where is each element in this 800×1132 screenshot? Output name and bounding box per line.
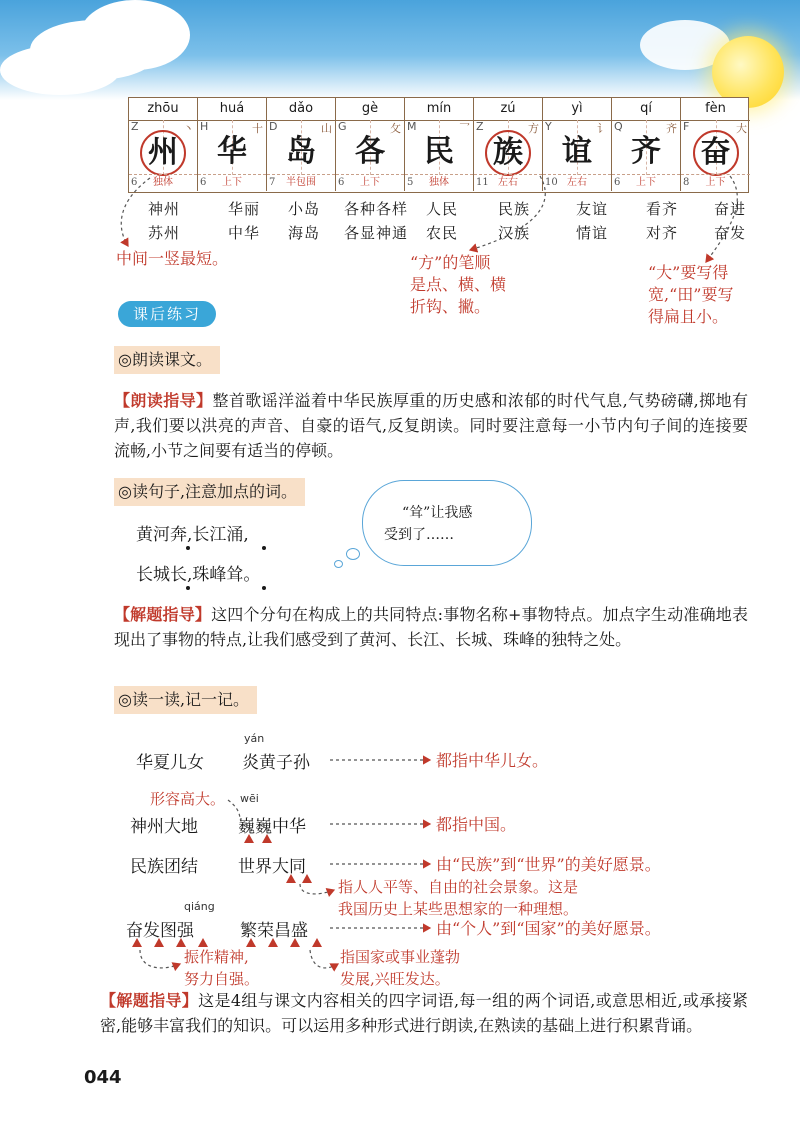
thought-bubble-dot [334, 560, 343, 568]
reading-guide-text: 整首歌谣洋溢着中华民族厚重的历史感和浓郁的时代气息,气势磅礴,掷地有声,我们要以洪亮的声音、自豪的语气,反复朗读。同时要注意每一小节内句子间的连接要流畅,小节之间要有适当的停顿。 [114, 391, 748, 460]
character-glyph: 华 [217, 134, 247, 169]
cell-radical: 讠 [597, 122, 608, 135]
character-cell [543, 98, 612, 191]
vocab-word: 苏州 [148, 224, 181, 242]
cell-pinyin: zú [474, 98, 542, 121]
note-fenfa-line: 努力自强。 [184, 970, 260, 988]
character-cell [405, 98, 474, 191]
vocab-word: 情谊 [576, 224, 609, 242]
vocab-word: 小岛 [288, 200, 321, 218]
cell-structure [129, 174, 197, 191]
cell-index-letter: D [269, 120, 278, 133]
marker-triangle [132, 938, 142, 947]
idiom-meaning: 都指中华儿女。 [436, 751, 549, 770]
pinyin-yan: yán [244, 732, 265, 745]
note-fanrong [340, 946, 460, 990]
marker-triangle [262, 834, 272, 843]
vocab-word: 看齐 [646, 200, 679, 218]
cell-structure-label: 上下 [705, 177, 726, 188]
cell-pinyin: yì [543, 98, 611, 121]
vocab-word: 人民 [426, 200, 459, 218]
sentence-line-1: 黄河奔,长江涌, [136, 525, 249, 545]
cell-structure [543, 174, 611, 191]
marker-triangle [198, 938, 208, 947]
idiom-meaning: 由“个人”到“国家”的美好愿景。 [436, 919, 661, 938]
cloud-decoration [0, 45, 120, 95]
exercise-2-guide [114, 602, 748, 652]
cell-structure [198, 174, 266, 191]
cell-pinyin: dǎo [267, 98, 335, 121]
vocab-word: 奋发 [714, 224, 747, 242]
character-cell [474, 98, 543, 191]
vocab-word: 汉族 [498, 224, 531, 242]
cell-index-letter: H [200, 120, 209, 133]
cell-character [267, 130, 335, 174]
vocab-word: 友谊 [576, 200, 609, 218]
cell-structure [267, 174, 335, 191]
cell-structure [405, 174, 473, 191]
cell-stroke-count: 10 [545, 177, 558, 188]
cell-structure-label: 上下 [636, 177, 656, 188]
character-cell [129, 98, 198, 191]
marker-triangle [244, 834, 254, 843]
cell-structure-label: 上下 [360, 177, 380, 188]
character-table [128, 97, 749, 193]
marker-triangle [312, 938, 322, 947]
cell-character [198, 130, 266, 174]
idiom-meaning: 都指中国。 [436, 815, 517, 834]
cell-character [612, 130, 680, 174]
cell-stroke-count: 6 [338, 177, 345, 188]
vocab-word: 农民 [426, 224, 459, 242]
character-glyph: 岛 [286, 134, 316, 169]
cell-stroke-count: 8 [683, 177, 690, 188]
note-datong-line: 我国历史上某些思想家的一种理想。 [338, 900, 579, 918]
note-fenfa [184, 946, 259, 990]
note-fanrong-line: 发展,兴旺发达。 [340, 970, 450, 988]
emphasis-dot [186, 586, 190, 590]
note-fanrong-line: 指国家或事业蓬勃 [340, 948, 461, 966]
character-cell [612, 98, 681, 191]
cell-radical: 攵 [390, 122, 401, 135]
thought-bubble-text [384, 502, 472, 546]
character-glyph: 民 [424, 134, 454, 169]
marker-triangle [290, 938, 300, 947]
character-glyph: 州 [140, 130, 186, 176]
vocab-word: 各显神通 [344, 224, 409, 242]
cell-structure-label: 半包围 [286, 177, 316, 188]
cell-radical: 齐 [666, 122, 677, 135]
cell-structure [336, 174, 404, 191]
cell-index-letter: G [338, 120, 347, 133]
thought-line: “耸”让我感 [402, 505, 473, 521]
cell-character [543, 130, 611, 174]
solution-guide-tag: 【解题指导】 [100, 991, 199, 1010]
character-glyph: 奋 [693, 130, 739, 176]
idiom-a: 民族团结 [130, 857, 198, 877]
exercise-2-title: ◎读句子,注意加点的词。 [114, 478, 305, 506]
emphasis-dot [186, 546, 190, 550]
character-cell [681, 98, 750, 191]
pinyin-wei: wēi [240, 792, 259, 805]
solution-guide-text: 这是4组与课文内容相关的四字词语,每一组的两个词语,或意思相近,或承接紧密,能够丰富我们的知识。可以运用多种形式进行朗读,在熟读的基础上进行积累背诵。 [100, 991, 748, 1035]
cell-character [474, 130, 542, 176]
emphasis-dot [262, 586, 266, 590]
idiom-meaning: 由“民族”到“世界”的美好愿景。 [436, 855, 661, 874]
vocab-word: 各种各样 [344, 200, 409, 218]
character-cell [336, 98, 405, 191]
cell-character [681, 130, 750, 176]
note-fang-line: 折钩、撇。 [410, 297, 491, 316]
arrow-fenfa [140, 950, 180, 968]
vocab-word: 奋进 [714, 200, 747, 218]
vocab-word: 民族 [498, 200, 531, 218]
cell-index-letter: Z [476, 120, 484, 133]
thought-bubble-dot [346, 548, 360, 560]
section-title-pill: 课后练习 [118, 301, 216, 327]
cell-stroke-count: 7 [269, 177, 276, 188]
exercise-1-guide [114, 388, 748, 463]
cell-structure-label: 独体 [429, 177, 449, 188]
cell-stroke-count: 6 [131, 177, 138, 188]
arrow-datong [300, 884, 334, 894]
reading-guide-tag: 【朗读指导】 [114, 391, 213, 410]
thought-line: 受到了…… [384, 527, 454, 543]
cell-pinyin: mín [405, 98, 473, 121]
character-cell [198, 98, 267, 191]
cell-radical: 山 [321, 122, 332, 135]
cell-structure-label: 左右 [498, 177, 518, 188]
vocab-word: 神州 [148, 200, 181, 218]
cell-stroke-count: 11 [476, 177, 489, 188]
note-fen-line: 得扁且小。 [648, 307, 729, 326]
cell-pinyin: qí [612, 98, 680, 121]
exercise-3-guide [100, 988, 748, 1038]
character-glyph: 族 [485, 130, 531, 176]
cell-index-letter: Y [545, 120, 552, 133]
cell-pinyin: fèn [681, 98, 750, 121]
emphasis-dot [262, 546, 266, 550]
cell-structure-label: 左右 [567, 177, 587, 188]
character-glyph: 齐 [631, 134, 661, 169]
note-fang [410, 252, 506, 318]
marker-triangle [246, 938, 256, 947]
idiom-b: 世界大同 [238, 857, 306, 877]
arrow-fanrong [310, 950, 338, 968]
idiom-a: 神州大地 [130, 817, 198, 837]
note-datong-line: 指人人平等、自由的社会景象。这是 [338, 878, 579, 896]
marker-triangle [154, 938, 164, 947]
cell-character [336, 130, 404, 174]
idiom-b: 炎黄子孙 [242, 753, 310, 773]
marker-triangle [302, 874, 312, 883]
marker-triangle [268, 938, 278, 947]
solution-guide-text: 这四个分句在构成上的共同特点:事物名称+事物特点。加点字生动准确地表现出了事物的特点,让我们感受到了黄河、长江、长城、珠峰的独特之处。 [114, 605, 748, 649]
note-datong [338, 876, 578, 920]
cell-radical: 乛 [459, 122, 470, 135]
cell-structure [681, 174, 750, 191]
cell-structure [612, 174, 680, 191]
vocab-word: 中华 [228, 224, 261, 242]
cell-character [405, 130, 473, 174]
note-fen [648, 262, 733, 328]
cell-pinyin: gè [336, 98, 404, 121]
cell-index-letter: Z [131, 120, 139, 133]
cell-character [129, 130, 197, 176]
cell-pinyin: zhōu [129, 98, 197, 121]
idiom-a: 华夏儿女 [136, 753, 204, 773]
character-cell [267, 98, 336, 191]
note-fang-line: “方”的笔顺 [410, 253, 491, 272]
idiom-a: 奋发图强 [126, 921, 194, 941]
cell-index-letter: M [407, 120, 417, 133]
cell-structure-label: 上下 [222, 177, 242, 188]
marker-triangle [176, 938, 186, 947]
note-fen-line: “大”要写得 [648, 263, 729, 282]
character-glyph: 各 [355, 134, 385, 169]
cell-stroke-count: 6 [614, 177, 621, 188]
note-weiwei: 形容高大。 [150, 790, 226, 808]
vocab-word: 海岛 [288, 224, 321, 242]
cell-index-letter: Q [614, 120, 623, 133]
exercise-3-title: ◎读一读,记一记。 [114, 686, 257, 714]
idiom-b: 巍巍中华 [238, 817, 306, 837]
note-fang-line: 是点、横、横 [410, 275, 507, 294]
cell-radical: 十 [252, 122, 263, 135]
cell-index-letter: F [683, 120, 690, 133]
cell-radical: 大 [736, 122, 747, 135]
cell-stroke-count: 5 [407, 177, 414, 188]
idiom-b: 繁荣昌盛 [240, 921, 308, 941]
cell-radical: 丶 [183, 122, 194, 135]
solution-guide-tag: 【解题指导】 [114, 605, 212, 624]
note-zhou: 中间一竖最短。 [116, 249, 229, 268]
sentence-line-2: 长城长,珠峰耸。 [136, 565, 261, 585]
note-fen-line: 宽,“田”要写 [648, 285, 734, 304]
vocab-word: 华丽 [228, 200, 261, 218]
vocab-word: 对齐 [646, 224, 679, 242]
page-number: 044 [84, 1067, 122, 1088]
cell-structure [474, 174, 542, 191]
marker-triangle [286, 874, 296, 883]
cell-radical: 方 [528, 122, 539, 135]
note-fenfa-line: 振作精神, [184, 948, 249, 966]
exercise-1-title: ◎朗读课文。 [114, 346, 220, 374]
pinyin-qiang: qiáng [184, 900, 215, 913]
character-glyph: 谊 [562, 134, 592, 169]
cell-structure-label: 独体 [153, 177, 173, 188]
cell-pinyin: huá [198, 98, 266, 121]
cell-stroke-count: 6 [200, 177, 207, 188]
